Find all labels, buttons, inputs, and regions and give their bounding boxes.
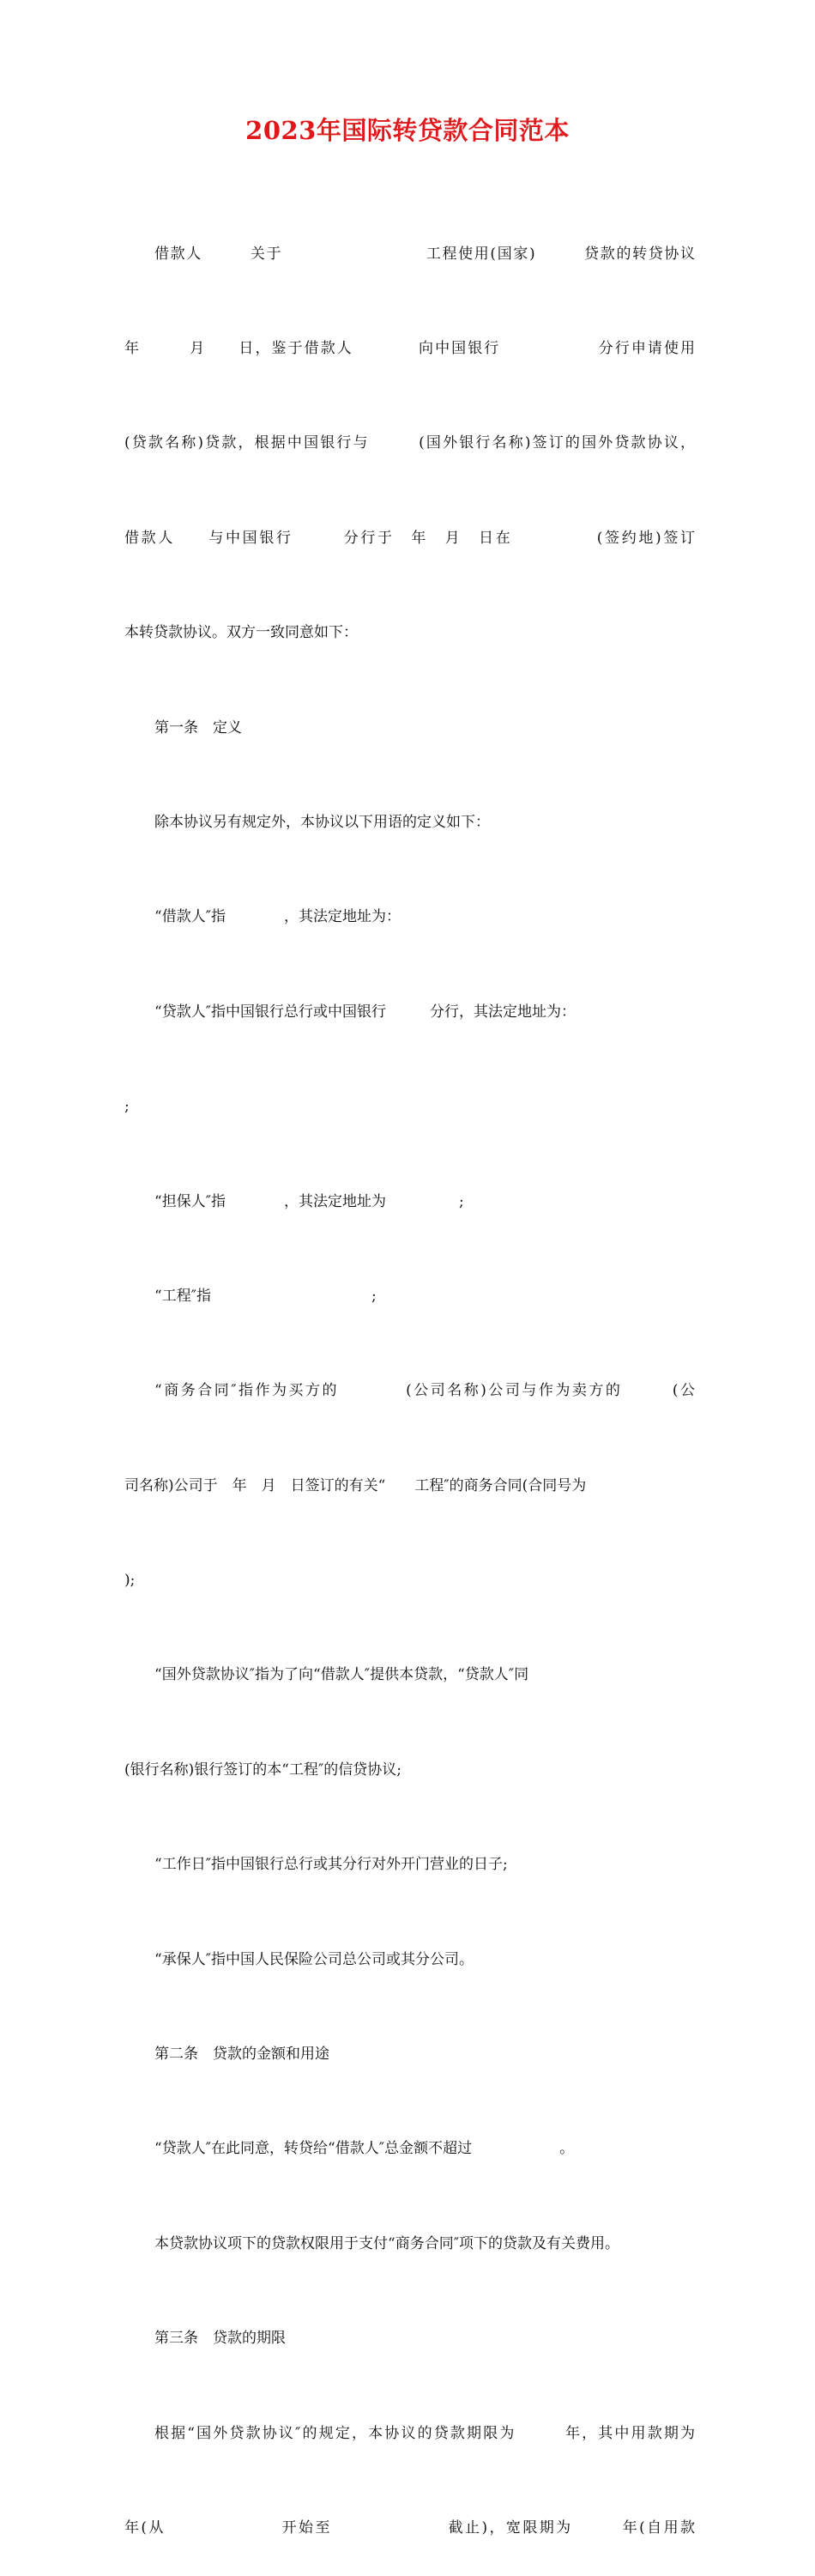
- paragraph-line: 根据“国外贷款协议″的规定，本协议的贷款期限为 年，其中用款期为: [154, 2424, 695, 2442]
- definition-line: “商务合同″指作为买方的 (公司名称)公司与作为卖方的 (公: [154, 1382, 695, 1400]
- definition-line: “贷款人″指中国银行总行或中国银行 分行，其法定地址为：: [154, 1003, 577, 1021]
- definition-line: “担保人″指 ，其法定地址为 ;: [154, 1192, 464, 1210]
- paragraph-line: 除本协议另有规定外，本协议以下用语的定义如下：: [154, 813, 490, 831]
- paragraph-line: “贷款人″在此同意，转贷给“借款人″总金额不超过 。: [154, 2140, 575, 2158]
- definition-line: “承保人″指中国人民保险公司总公司或其分公司。: [154, 1950, 474, 1968]
- paragraph-line: 本转贷款协议。双方一致同意如下：: [124, 624, 358, 642]
- paragraph-line: 司名称)公司于 年 月 日签订的有关“ 工程″的商务合同(合同号为: [124, 1476, 587, 1494]
- paragraph-line: (贷款名称)贷款，根据中国银行与 (国外银行名称)签订的国外贷款协议，: [124, 434, 695, 452]
- section-heading: 第二条 贷款的金额和用途: [154, 2046, 329, 2064]
- paragraph-line: 本贷款协议项下的贷款权限用于支付“商务合同″项下的贷款及有关费用。: [154, 2234, 620, 2252]
- paragraph-line: 借款人 关于 工程使用(国家) 贷款的转贷协议: [154, 245, 695, 263]
- definition-line: “借款人″指 ，其法定地址为：: [154, 908, 401, 926]
- paragraph-line: );: [124, 1572, 136, 1590]
- definition-line: “工作日″指中国银行总行或其分行对外开门营业的日子;: [154, 1856, 508, 1874]
- definition-line: “国外贷款协议″指为了向“借款人″提供本贷款，“贷款人″同: [154, 1666, 529, 1684]
- paragraph-line: ;: [124, 1098, 130, 1116]
- document-title: 2023年国际转贷款合同范本: [245, 116, 570, 145]
- definition-line: “工程″指 ;: [154, 1287, 377, 1305]
- paragraph-line: 借款人 与中国银行 分行于 年 月 日在 (签约地)签订: [124, 529, 695, 547]
- section-heading: 第一条 定义: [154, 718, 242, 736]
- document-body: [124, 175, 695, 2576]
- paragraph-line: (银行名称)银行签订的本“工程″的信贷协议;: [124, 1761, 402, 1779]
- paragraph-line: 年 月 日，鉴于借款人 向中国银行 分行申请使用: [124, 339, 695, 357]
- paragraph-line: 年(从 开始至 截止)，宽限期为 年(自用款: [124, 2518, 695, 2537]
- section-heading: 第三条 贷款的期限: [154, 2330, 286, 2348]
